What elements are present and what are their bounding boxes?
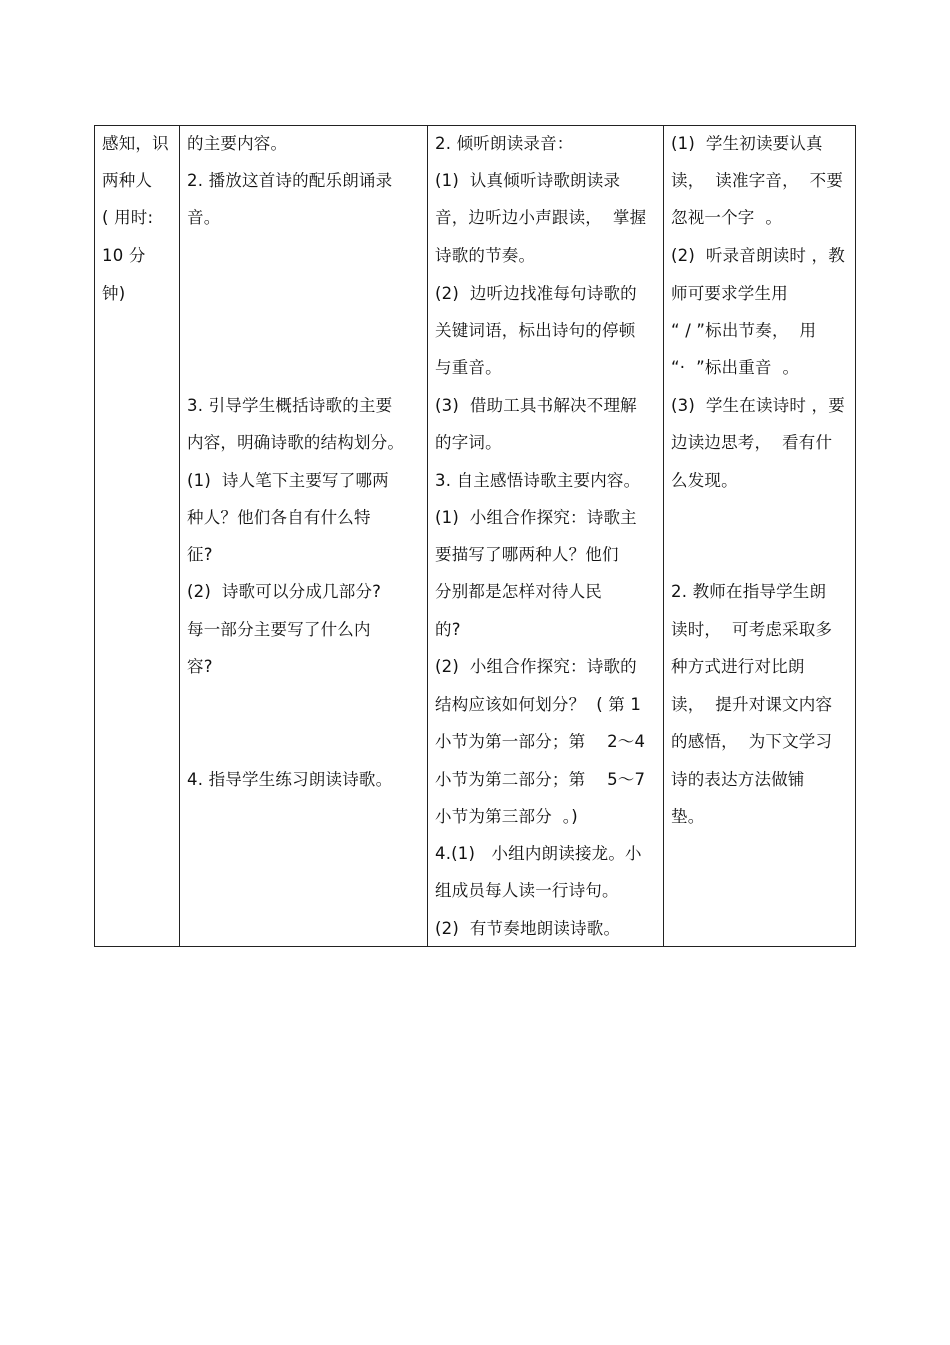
student-activity-line: 音，边听边小声跟读， 掌握 <box>435 208 647 227</box>
student-activity-line: 小节为第二部分；第 5～7 <box>435 770 646 789</box>
teacher-activity-line: 4. 指导学生练习朗读诗歌。 <box>187 770 393 789</box>
teacher-activity-line: 3. 引导学生概括诗歌的主要 <box>187 396 393 415</box>
student-activity-line: 小节为第一部分；第 2～4 <box>435 732 646 751</box>
lesson-plan-table <box>94 125 856 947</box>
design-note-line: 么发现。 <box>671 471 738 490</box>
stage-cell <box>95 126 179 946</box>
student-activity-line: 诗歌的节奏。 <box>435 246 536 265</box>
student-activity-line: 要描写了哪两种人？他们 <box>435 545 619 564</box>
student-activity-line: 的字词。 <box>435 433 502 452</box>
design-note-line: 读， 提升对课文内容 <box>671 695 833 714</box>
teacher-activity-line: 的主要内容。 <box>187 134 288 153</box>
stage-line: 感知，识 <box>102 134 169 153</box>
stage-line: 两种人 <box>102 171 153 190</box>
stage-line: ( 用时: <box>102 208 154 227</box>
teacher-activity-line: 2. 播放这首诗的配乐朗诵录 <box>187 171 393 190</box>
design-note-line: 种方式进行对比朗 <box>671 657 805 676</box>
student-activity-line: (3) 借助工具书解决不理解 <box>435 396 637 415</box>
design-note-line: 师可要求学生用 <box>671 284 788 303</box>
student-activity-cell <box>427 126 663 946</box>
student-activity-line: (2) 有节奏地朗读诗歌。 <box>435 919 621 938</box>
student-activity-line: 与重音。 <box>435 358 502 377</box>
student-activity-line: 组成员每人读一行诗句。 <box>435 881 619 900</box>
design-note-line: 读时， 可考虑采取多 <box>671 620 833 639</box>
student-activity-line: 关键词语，标出诗句的停顿 <box>435 321 636 340</box>
teacher-activity-line: (2) 诗歌可以分成几部分? <box>187 582 382 601</box>
teacher-activity-line: 容? <box>187 657 213 676</box>
student-activity-line: 结构应该如何划分？ ( 第 1 <box>435 695 642 714</box>
design-note-line: “ / ”标出节奏， 用 <box>671 321 817 340</box>
design-note-line: 的感悟， 为下文学习 <box>671 732 833 751</box>
design-note-line: “· ”标出重音 。 <box>671 358 800 377</box>
student-activity-line: 小节为第三部分 。) <box>435 807 578 826</box>
design-note-line: 诗的表达方法做铺 <box>671 770 805 789</box>
student-activity-line: 2. 倾听朗读录音： <box>435 134 574 153</box>
teacher-activity-line: 征? <box>187 545 213 564</box>
student-activity-line: 分别都是怎样对待人民 <box>435 582 602 601</box>
student-activity-line: 3. 自主感悟诗歌主要内容。 <box>435 471 641 490</box>
student-activity-line: (1) 小组合作探究：诗歌主 <box>435 508 637 527</box>
student-activity-line: 的? <box>435 620 461 639</box>
teacher-activity-line: 种人？他们各自有什么特 <box>187 508 371 527</box>
design-note-line: (1) 学生初读要认真 <box>671 134 823 153</box>
student-activity-line: (2) 小组合作探究：诗歌的 <box>435 657 637 676</box>
student-activity-line: (1) 认真倾听诗歌朗读录 <box>435 171 621 190</box>
student-activity-line: (2) 边听边找准每句诗歌的 <box>435 284 637 303</box>
design-note-line: (2) 听录音朗读时 ，教 <box>671 246 845 265</box>
design-note-line: 2. 教师在指导学生朗 <box>671 582 827 601</box>
stage-line: 10 分 <box>102 246 146 265</box>
design-note-line: 读， 读准字音， 不要 <box>671 171 844 190</box>
design-note-line: (3) 学生在读诗时 ，要 <box>671 396 845 415</box>
stage-line: 钟) <box>102 284 126 303</box>
design-note-line: 忽视一个字 。 <box>671 208 783 227</box>
teacher-activity-line: 每一部分主要写了什么内 <box>187 620 371 639</box>
teacher-activity-line: 音。 <box>187 208 221 227</box>
teacher-activity-cell <box>179 126 427 946</box>
teacher-activity-line: (1) 诗人笔下主要写了哪两 <box>187 471 389 490</box>
design-note-line: 边读边思考， 看有什 <box>671 433 833 452</box>
design-note-line: 垫。 <box>671 807 705 826</box>
design-notes-cell <box>663 126 855 946</box>
student-activity-line: 4.(1) 小组内朗读接龙。小 <box>435 844 642 863</box>
teacher-activity-line: 内容，明确诗歌的结构划分。 <box>187 433 405 452</box>
